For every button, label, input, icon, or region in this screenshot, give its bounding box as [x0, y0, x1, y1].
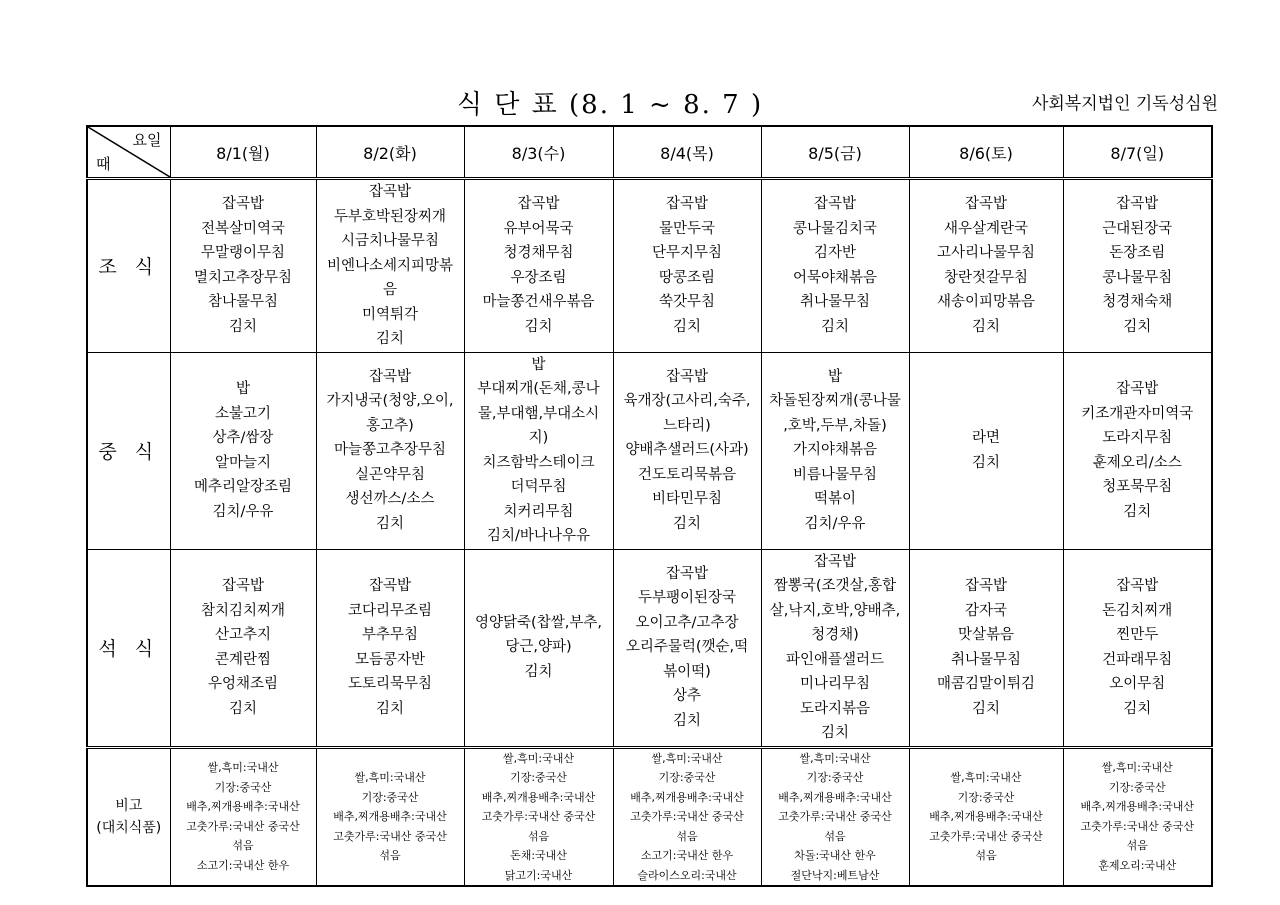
menu-item: 오리주물럭(깻순,떡 [625, 639, 749, 656]
menu-cell [761, 549, 909, 747]
menu-item: 파인애플샐러드 [785, 651, 885, 668]
menu-item: 키조개관자미역국 [1081, 405, 1194, 422]
menu-item: 고춧가루:국내산 중국산 [481, 810, 596, 823]
menu-item: 청경채숙채 [1102, 294, 1173, 311]
menu-item: 코다리무조림 [347, 602, 433, 619]
day-header: 8/1(월) [170, 126, 316, 179]
menu-cell [1063, 179, 1212, 353]
menu-item: 참치김치찌개 [200, 602, 286, 619]
menu-item: 잡곡밥 [665, 565, 709, 582]
day-header: 8/2(화) [316, 126, 464, 179]
menu-item: 고사리나물무침 [936, 245, 1036, 262]
menu-item: 콩나물무침 [1102, 269, 1173, 286]
menu-item: ,호박,두부,차돌) [783, 417, 887, 434]
menu-item: 잡곡밥 [1116, 196, 1159, 213]
menu-item: 기장:중국산 [510, 771, 567, 784]
menu-item: 쌀,흑미:국내산 [503, 751, 574, 765]
menu-item: 기장:중국산 [957, 790, 1015, 804]
menu-item: 알마늘지 [214, 454, 272, 471]
menu-item: 김치 [524, 663, 553, 680]
menu-item: 김치 [228, 318, 257, 335]
menu-item: 잡곡밥 [964, 578, 1008, 594]
menu-item: 물만두국 [658, 220, 716, 237]
menu-item: 찐만두 [1116, 627, 1159, 643]
menu-item: 근대된장국 [1102, 220, 1173, 237]
menu-item: 소고기:국내산 한우 [196, 858, 290, 872]
notes-cell [464, 747, 613, 886]
menu-item: 새송이피망볶음 [936, 294, 1036, 311]
menu-item: 홍고추) [366, 417, 414, 434]
menu-cell [909, 352, 1063, 549]
menu-item: 배추,찌개용배추:국내산 [481, 790, 596, 804]
menu-item: 잡곡밥 [368, 578, 412, 594]
menu-item: 배추,찌개용배추:국내산 [1080, 800, 1194, 814]
menu-item: 맛살볶음 [957, 627, 1015, 643]
menu-item: 취나물무침 [799, 294, 871, 311]
menu-table [86, 125, 1213, 887]
menu-item: 참나물무침 [207, 294, 279, 311]
menu-item: 잡곡밥 [665, 196, 709, 213]
menu-item: 더덕무침 [510, 479, 567, 495]
menu-item: 청포묵무침 [1102, 479, 1173, 495]
menu-cell [909, 549, 1063, 747]
page-title: 식 단 표 (8. 1 ~ 8. 7 ) [456, 90, 764, 120]
menu-item: 기장:중국산 [361, 790, 419, 804]
menu-item: 밥 [235, 381, 250, 397]
menu-item: 잡곡밥 [964, 196, 1008, 213]
menu-cell [170, 549, 316, 747]
dinner-row [87, 549, 1212, 747]
menu-item: 쌀,흑미:국내산 [354, 771, 426, 784]
menu-item: 고춧가루:국내산 중국산 [630, 810, 744, 823]
menu-item: 김치/우유 [804, 515, 866, 532]
menu-item: 땅콩조림 [658, 269, 716, 286]
menu-item: 오이무침 [1109, 676, 1166, 692]
menu-item: 섞음 [975, 849, 997, 862]
menu-item: 비타민무침 [651, 491, 723, 508]
menu-item: 라면 [971, 430, 1000, 446]
menu-item: 섞음 [232, 839, 254, 853]
menu-item: 매콤김말이튀김 [936, 676, 1036, 692]
menu-item: 모듬콩자반 [354, 651, 426, 668]
menu-item: 섞음 [824, 829, 846, 843]
header-row [87, 126, 1212, 179]
menu-item: 밥 [827, 368, 842, 385]
menu-item: 고춧가루:국내산 중국산 [333, 829, 447, 843]
corner-meal-label: 때 [96, 155, 111, 173]
menu-cell [316, 179, 464, 353]
menu-item: 두부호박된장찌개 [333, 208, 447, 225]
menu-item: 부추무침 [361, 627, 419, 643]
menu-item: 돈채:국내산 [510, 849, 567, 862]
menu-item: 쌀,흑미:국내산 [1101, 761, 1173, 775]
menu-item: 어묵야채볶음 [792, 269, 878, 286]
menu-item: 김자반 [813, 245, 857, 262]
menu-item: (대치식품) [96, 819, 162, 836]
menu-item: 김치 [971, 454, 1000, 471]
menu-cell [1063, 352, 1212, 549]
menu-item: 건도토리묵볶음 [637, 466, 737, 483]
menu-item: 훈제오리/소스 [1092, 454, 1182, 471]
menu-item: 취나물무침 [950, 651, 1022, 668]
menu-item: 우장조림 [510, 269, 567, 286]
menu-item: 잡곡밥 [368, 368, 412, 385]
menu-item: 차돌:국내산 한우 [794, 849, 876, 862]
organization-name: 사회복지법인 기독성심원 [1031, 94, 1218, 114]
menu-cell [464, 549, 613, 747]
menu-item: 배추,찌개용배추:국내산 [929, 810, 1043, 823]
menu-item: 쌀,흑미:국내산 [950, 771, 1022, 784]
menu-item: 잡곡밥 [813, 196, 857, 213]
menu-item: 살,낙지,호박,양배추, [769, 602, 901, 619]
menu-item: 잡곡밥 [1116, 381, 1159, 397]
menu-item: 김치 [228, 700, 257, 717]
menu-item: 물,부대햄,부대소시 [477, 405, 600, 422]
menu-item: 섞음 [379, 849, 401, 862]
day-header: 8/6(토) [909, 126, 1063, 179]
menu-item: 김치 [672, 712, 701, 729]
notes-cell [761, 747, 909, 886]
corner-cell [87, 126, 170, 179]
menu-item: 고춧가루:국내산 중국산 [1080, 819, 1194, 833]
notes-cell [909, 747, 1063, 886]
meal-label-breakfast: 조 식 [87, 179, 170, 353]
menu-cell [1063, 549, 1212, 747]
menu-item: 잡곡밥 [665, 368, 709, 385]
menu-cell [464, 179, 613, 353]
menu-item: 실곤약무침 [354, 466, 426, 483]
menu-item: 배추,찌개용배추:국내산 [630, 790, 744, 804]
menu-item: 잡곡밥 [221, 578, 265, 594]
menu-item: 기장:중국산 [214, 780, 272, 794]
menu-item: 시금치나물무침 [340, 233, 440, 249]
menu-item: 영양닭죽(찹쌀,부추, [475, 614, 602, 631]
menu-item: 김치 [1123, 318, 1152, 335]
menu-item: 배추,찌개용배추:국내산 [333, 810, 447, 823]
meal-label-lunch: 중 식 [87, 352, 170, 549]
menu-item: 가지야채볶음 [792, 442, 878, 459]
menu-item: 배추,찌개용배추:국내산 [186, 800, 300, 814]
day-header: 8/5(금) [761, 126, 909, 179]
menu-item: 섞음 [676, 829, 698, 843]
menu-item: 오이고추/고추장 [635, 614, 739, 631]
menu-item: 김치 [672, 515, 701, 532]
menu-item: 비고 [115, 797, 143, 814]
menu-cell [464, 352, 613, 549]
menu-item: 도라지무침 [1102, 430, 1173, 446]
menu-item: 당근,양파) [505, 639, 572, 656]
menu-item: 양배추샐러드(사과) [625, 442, 749, 459]
menu-item: 김치/우유 [212, 503, 274, 520]
menu-item: 지) [528, 430, 549, 446]
menu-item: 소불고기 [214, 405, 272, 422]
menu-item: 잡곡밥 [368, 184, 412, 200]
breakfast-row [87, 179, 1212, 353]
menu-item: 김치 [820, 318, 849, 335]
menu-item: 감자국 [964, 602, 1008, 619]
menu-item: 짬뽕국(조갯살,홍합 [773, 578, 897, 594]
menu-item: 콘계란찜 [214, 651, 272, 668]
menu-item: 차돌된장찌개(콩나물 [769, 393, 901, 410]
menu-item: 고춧가루:국내산 중국산 [778, 810, 892, 823]
menu-item: 도토리묵무침 [347, 676, 433, 692]
menu-item: 볶이떡) [663, 663, 711, 680]
menu-cell [170, 179, 316, 353]
menu-item: 비엔나소세지피망볶 [326, 257, 454, 274]
lunch-row [87, 352, 1212, 549]
day-header: 8/4(목) [613, 126, 761, 179]
menu-item: 고춧가루:국내산 중국산 [929, 829, 1043, 843]
menu-item: 돈장조림 [1109, 245, 1166, 262]
menu-item: 건파래무침 [1102, 651, 1173, 668]
menu-item: 밥 [531, 356, 546, 373]
menu-item: 김치 [375, 515, 404, 532]
menu-cell [613, 352, 761, 549]
menu-item: 기장:중국산 [658, 771, 716, 784]
menu-item: 상추 [672, 688, 701, 705]
menu-item: 소고기:국내산 한우 [640, 849, 734, 862]
menu-item: 치커리무침 [503, 503, 574, 520]
menu-item: 육개장(고사리,숙주, [623, 393, 751, 410]
menu-item: 유부어묵국 [503, 220, 574, 237]
notes-cell [316, 747, 464, 886]
menu-item: 새우살계란국 [943, 220, 1029, 237]
menu-item: 단무지무침 [651, 245, 723, 262]
menu-item: 돈김치찌개 [1102, 602, 1173, 619]
menu-item: 기장:중국산 [1108, 780, 1166, 794]
menu-item: 김치 [1123, 700, 1152, 717]
day-header: 8/3(수) [464, 126, 613, 179]
menu-item: 메추리알장조림 [193, 479, 293, 495]
menu-item: 마늘쫑고추장무침 [333, 442, 447, 459]
menu-item: 기장:중국산 [806, 771, 864, 784]
menu-item: 김치/바나나우유 [487, 528, 590, 544]
menu-item: 잡곡밥 [1116, 578, 1159, 594]
menu-item: 미역튀각 [361, 306, 419, 323]
menu-item: 슬라이스오리:국내산 [637, 868, 737, 882]
menu-item: 떡볶이 [813, 491, 857, 508]
menu-item: 미나리무침 [799, 676, 871, 692]
menu-item: 음 [382, 282, 397, 298]
day-header: 8/7(일) [1063, 126, 1212, 179]
menu-item: 섞음 [527, 829, 550, 843]
notes-row [87, 747, 1212, 886]
menu-item: 김치 [971, 700, 1000, 717]
menu-item: 느타리) [663, 417, 711, 434]
corner-day-label: 요일 [132, 131, 162, 149]
menu-item: 훈제오리:국내산 [1098, 858, 1177, 872]
notes-cell [613, 747, 761, 886]
menu-item: 잡곡밥 [813, 553, 857, 570]
menu-cell [761, 179, 909, 353]
menu-item: 닭고기:국내산 [504, 868, 573, 882]
menu-item: 배추,찌개용배추:국내산 [778, 790, 892, 804]
menu-item: 고춧가루:국내산 중국산 [186, 819, 300, 833]
menu-item: 쌀,흑미:국내산 [799, 751, 871, 765]
notes-cell [170, 747, 316, 886]
menu-item: 섞음 [1126, 839, 1148, 853]
menu-item: 김치 [971, 318, 1000, 335]
menu-item: 상추/쌈장 [212, 430, 274, 446]
menu-item: 잡곡밥 [221, 196, 265, 213]
menu-item: 쌀,흑미:국내산 [651, 751, 723, 765]
menu-item: 멸치고추장무침 [193, 269, 293, 286]
menu-item: 창란젓갈무침 [943, 269, 1029, 286]
menu-item: 쑥갓무침 [658, 294, 716, 311]
menu-item: 청경채) [811, 627, 859, 643]
menu-item: 가지냉국(청양,오이, [326, 393, 454, 410]
menu-item: 우엉채조림 [207, 676, 279, 692]
menu-item: 김치 [375, 331, 404, 347]
menu-item: 김치 [375, 700, 404, 717]
menu-item: 전복살미역국 [200, 220, 286, 237]
menu-cell [316, 352, 464, 549]
menu-item: 비름나물무침 [792, 466, 878, 483]
meal-label-dinner: 석 식 [87, 549, 170, 747]
notes-cell [1063, 747, 1212, 886]
menu-item: 생선까스/소스 [345, 491, 435, 508]
menu-cell [170, 352, 316, 549]
menu-cell [761, 352, 909, 549]
menu-item: 콩나물김치국 [792, 220, 878, 237]
menu-item: 김치 [524, 318, 553, 335]
menu-cell [316, 549, 464, 747]
menu-item: 치즈함박스테이크 [482, 454, 595, 471]
menu-item: 김치 [1123, 503, 1152, 520]
menu-item: 청경채무침 [503, 245, 574, 262]
menu-item: 두부팽이된장국 [637, 590, 737, 607]
menu-item: 마늘쫑건새우볶음 [482, 294, 595, 311]
menu-item: 도라지볶음 [799, 700, 871, 717]
menu-cell [613, 179, 761, 353]
menu-cell [613, 549, 761, 747]
notes-label [87, 747, 170, 886]
menu-item: 산고추지 [214, 627, 272, 643]
menu-item: 잡곡밥 [517, 196, 560, 213]
menu-item: 쌀,흑미:국내산 [207, 761, 279, 775]
menu-item: 김치 [672, 318, 701, 335]
menu-item: 절단낙지:베트남산 [790, 868, 880, 882]
menu-item: 김치 [820, 725, 849, 741]
menu-cell [909, 179, 1063, 353]
menu-item: 부대찌개(돈채,콩나 [477, 381, 600, 397]
menu-item: 무말랭이무침 [200, 245, 286, 262]
